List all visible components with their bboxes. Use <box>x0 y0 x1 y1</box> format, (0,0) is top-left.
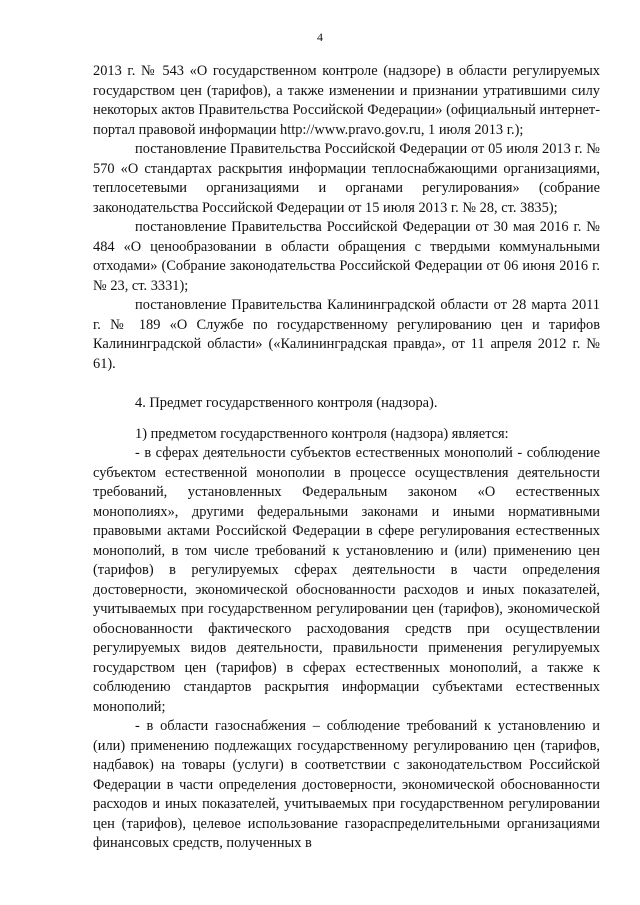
section-heading-4: 4. Предмет государственного контроля (надзора). <box>135 395 438 411</box>
page-number: 4 <box>317 30 323 44</box>
paragraph-gas-supply: - в области газоснабжения – соблюдение требований к установлению и (или) применению подлежащих государственному регулированию цен (тарифов, надбавок) на товары (услуги) в соответствии с законодательством Российской Федерации в части определения достоверности, экономической обоснованности расходов и иных показателей, учитываемых при государственном регулировании цен (тарифов), целевое использование газораспределительными организациями финансовых средств, полученных в <box>93 718 600 851</box>
paragraph-decree-484: постановление Правительства Российской Федерации от 30 мая 2016 г. № 484 «О ценообразовании в области обращения с твердыми коммунальными отходами» (Собрание законодательства Российской Федерации от 06 июня 2016 г. № 23, ст. 3331); <box>93 219 600 294</box>
paragraph-decree-189: постановление Правительства Калининградской области от 28 марта 2011 г. № 189 «О Службе по государственному регулированию цен и тарифов Калининградской области» («Калининградская правда», от 11 апреля 2012 г. № 61). <box>93 297 600 372</box>
paragraph-continuation: 2013 г. № 543 «О государственном контроле (надзоре) в области регулируемых государством цен (тарифов), а также изменении и признании утратившими силу некоторых актов Правительства Российской Федерации» (официальный интернет-портал правовой информации http://www.pravo.gov.ru, 1 июля 2013 г.); <box>93 63 600 138</box>
document-body <box>93 62 600 854</box>
paragraph-natural-monopolies: - в сферах деятельности субъектов естественных монополий - соблюдение субъектом естественной монополии в процессе осуществления деятельности требований, установленных Федеральным законом «О естественных монополиях», другими федеральными законами и иными нормативными правовыми актами Российской Федерации в сфере регулирования естественных монополий, в том числе требований к установлению и (или) применению цен (тарифов) в регулируемых сферах деятельности в части определения достоверности, экономической обоснованности расходов и иных показателей, учитываемых при государственном регулировании цен (тарифов), экономической обоснованности фактического расходования средств при осуществлении регулируемых видов деятельности, правильности применения регулируемых государством цен (тарифов) в сферах естественных монополий, а также к соблюдению стандартов раскрытия информации субъектами естественных монополий; <box>93 445 600 715</box>
paragraph-subject-intro: 1) предметом государственного контроля (надзора) является: <box>135 425 509 442</box>
paragraph-decree-570: постановление Правительства Российской Федерации от 05 июля 2013 г. № 570 «О стандартах раскрытия информации теплоснабжающими организациями, теплосетевыми организациями и органами регулирования» (собрание законодательства Российской Федерации от 15 июля 2013 г. № 28, ст. 3835); <box>93 141 600 216</box>
